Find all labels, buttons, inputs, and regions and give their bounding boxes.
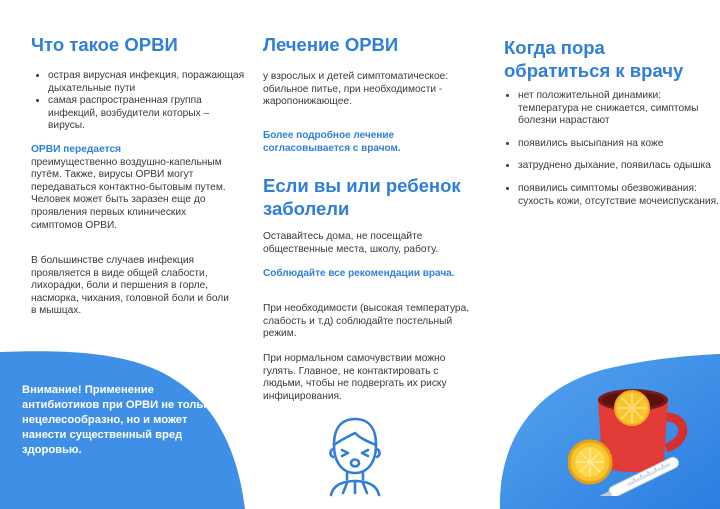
column-treatment: [245, 0, 490, 509]
column-when-see-doctor: [490, 0, 720, 509]
column-what-is-orvi: [0, 0, 245, 509]
title-when-see-doctor: Когда пора обратиться к врачу: [504, 37, 684, 81]
title-if-sick: Если вы или ребенок заболели: [263, 175, 461, 219]
antibiotics-warning: Внимание! Применение антибиотиков при ОРВИ не только нецелесообразно, но и может нанести существенный вред здоровью.: [22, 384, 216, 456]
transmission-lead: ОРВИ передается: [31, 144, 122, 155]
walking-paragraph: При нормальном самочувствии можно гулять. Главное, не контактировать с людьми, чтобы не подвергать их риску инфицирования.: [263, 353, 447, 402]
list-item: • затруднено дыхание, появилась одышка: [518, 160, 720, 173]
doctor-note: Более подробное лечение согласовывается с врачом.: [263, 130, 401, 154]
list-item: • появились высыпания на коже: [518, 138, 720, 151]
list-item: • острая вирусная инфекция, поражающая дыхательные пути: [48, 70, 248, 95]
title-what-is-orvi: Что такое ОРВИ: [31, 34, 178, 55]
symptoms-paragraph: В большинстве случаев инфекция проявляется в виде общей слабости, лихорадки, боли и першения в горле, насморка, чихания, головной боли и боли в мышцах.: [31, 255, 229, 317]
list-item: • самая распространенная группа инфекций, возбудители которых – вирусы.: [48, 95, 248, 133]
transmission-text: преимущественно воздушно-капельным путём. Также, вирусы ОРВИ могут передаваться контактно-бытовым путем. Человек может быть заразен еще до проявления первых клинических симптомов ОРВИ.: [31, 156, 226, 231]
tea-cup-lemon-thermometer-illustration: [568, 368, 708, 496]
treatment-paragraph: у взрослых и детей симптоматическое: обильное питье, при необходимости - жаропонижающее.: [263, 71, 449, 108]
sneezing-person-icon: [325, 415, 385, 497]
title-treatment: Лечение ОРВИ: [263, 34, 399, 55]
list-item: • появились симптомы обезвоживания: сухость кожи, отсутствие мочеиспускания.: [518, 183, 720, 208]
follow-recommendations: Соблюдайте все рекомендации врача.: [263, 268, 455, 279]
list-item: • нет положительной динамики: температура не снижается, симптомы болезни нарастают: [518, 90, 720, 128]
stay-home-paragraph: Оставайтесь дома, не посещайте общественные места, школу, работу.: [263, 231, 439, 255]
bed-rest-paragraph: При необходимости (высокая температура, слабость и т.д) соблюдайте постельный режим.: [263, 303, 470, 340]
